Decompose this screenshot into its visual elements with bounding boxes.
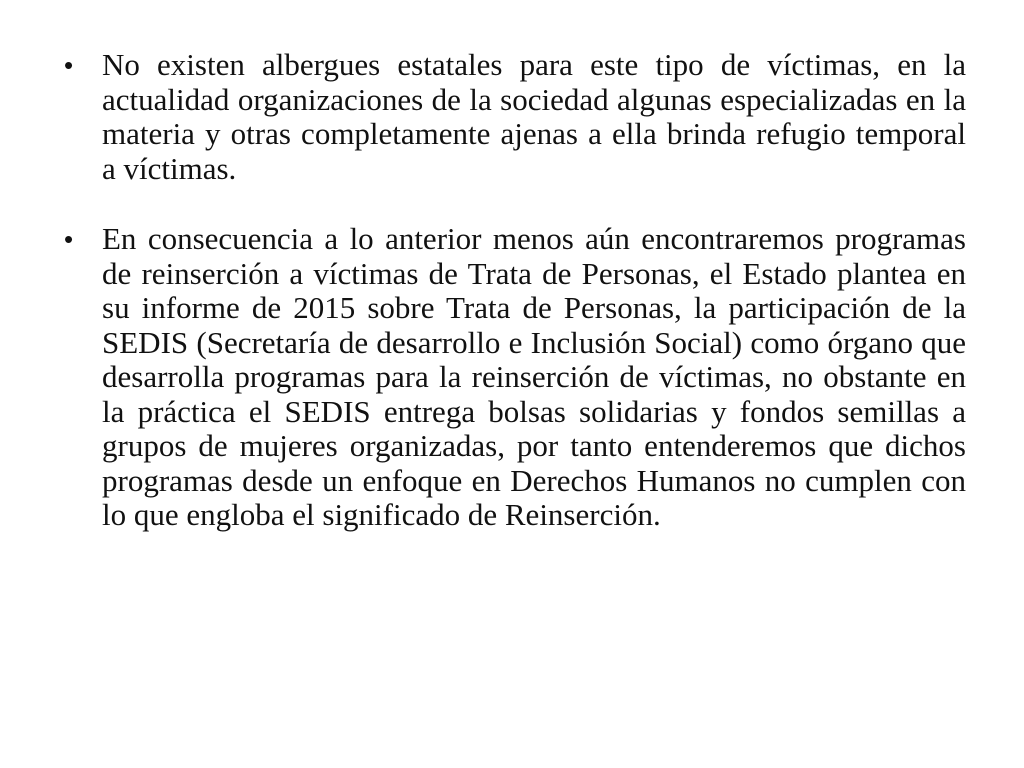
bullet-item	[64, 222, 966, 533]
bullet-item	[64, 48, 966, 186]
bullet-text: En consecuencia a lo anterior menos aún encontraremos programas de reinserción a víctimas de Trata de Personas, el Estado plantea en su informe de 2015 sobre Trata de Personas, la participación de la SEDIS (Secretaría de desarrollo e Inclusión Social) como órgano que desarrolla programas para la reinserción de víctimas, no obstante en la práctica el SEDIS entrega bolsas solidarias y fondos semillas a grupos de mujeres organizadas, por tanto entenderemos que dichos programas desde un enfoque en Derechos Humanos no cumplen con lo que engloba el significado de Reinserción.	[102, 221, 966, 532]
bullet-marker: •	[64, 50, 74, 80]
bullet-text: No existen albergues estatales para este tipo de víctimas, en la actualidad organizaciones de la sociedad algunas especializadas en la materia y otras completamente ajenas a ella brinda refugio temporal a víctimas.	[102, 47, 966, 186]
bullet-marker: •	[64, 224, 74, 254]
bullet-list	[64, 48, 966, 569]
